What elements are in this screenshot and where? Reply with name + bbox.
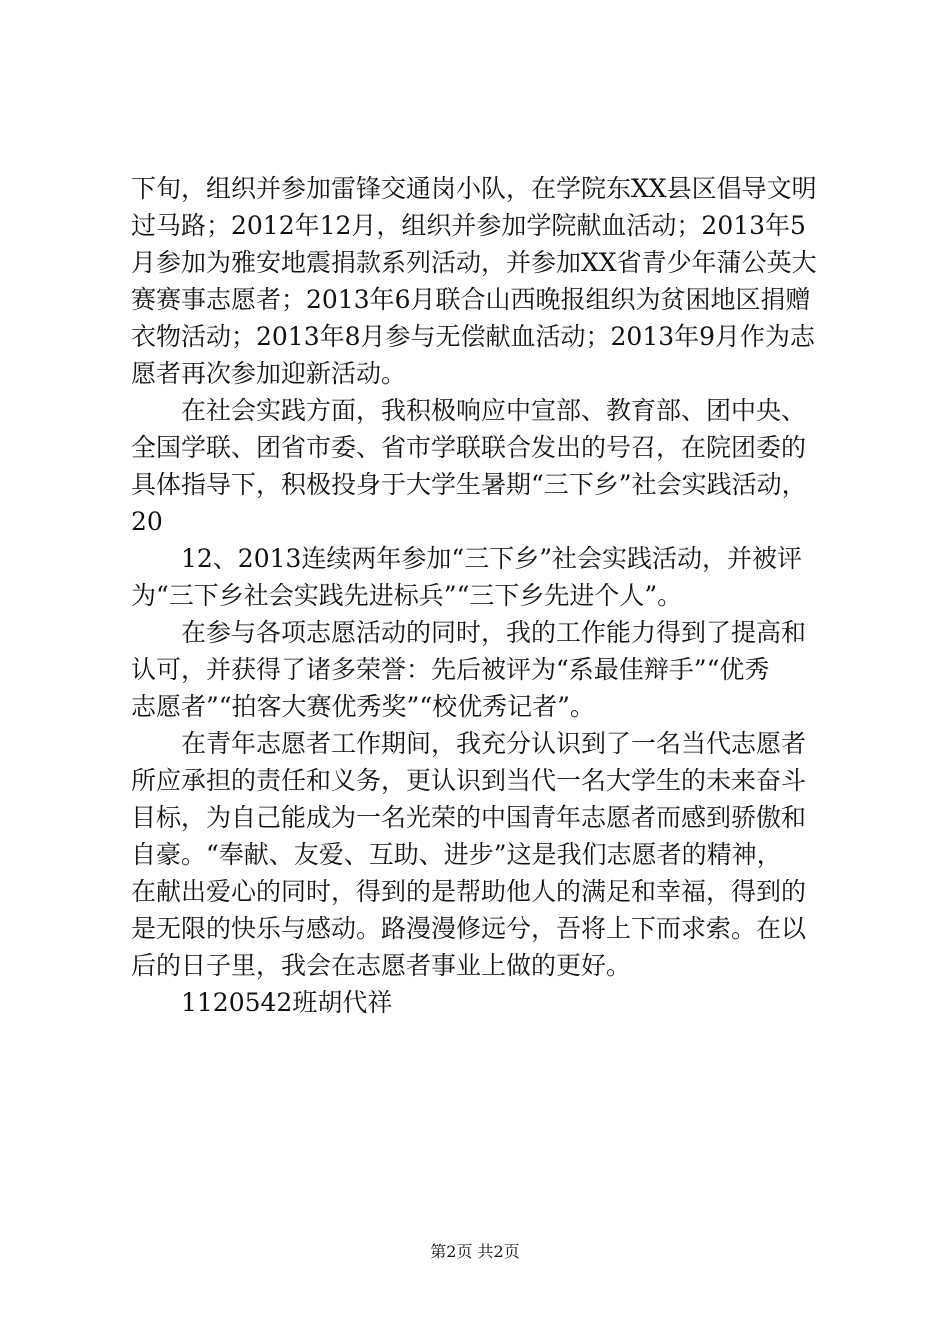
text-line: 20: [131, 507, 163, 536]
text-line: 在献出爱心的同时，得到的是帮助他人的满足和幸福，得到的: [131, 877, 807, 906]
page-number-footer: 第2页 共2页: [430, 1242, 520, 1261]
text-line: 过马路；2012年12月，组织并参加学院献血活动；2013年5: [131, 211, 806, 240]
paragraph-start-line: 12、2013连续两年参加“三下乡”社会实践活动，并被评: [181, 544, 802, 573]
text-line: 自豪。“奉献、友爱、互助、进步”这是我们志愿者的精神，: [131, 840, 782, 869]
text-line: 后的日子里，我会在志愿者事业上做的更好。: [131, 951, 632, 980]
text-line: 为“三下乡社会实践先进标兵”“三下乡先进个人”。: [131, 581, 683, 610]
paragraph-start-line: 在参与各项志愿活动的同时，我的工作能力得到了提高和: [181, 618, 807, 647]
text-line: 是无限的快乐与感动。路漫漫修远兮，吾将上下而求索。在以: [131, 914, 807, 943]
text-line: 所应承担的责任和义务，更认识到当代一名大学生的未来奋斗: [131, 766, 807, 795]
text-line: 愿者再次参加迎新活动。: [131, 359, 407, 388]
paragraph-start-line: 在青年志愿者工作期间，我充分认识到了一名当代志愿者: [181, 729, 807, 758]
text-line: 月参加为雅安地震捐款系列活动，并参加XX省青少年蒲公英大: [131, 248, 817, 277]
text-line: 志愿者”“拍客大赛优秀奖”“校优秀记者”。: [131, 692, 595, 721]
text-line: 具体指导下，积极投身于大学生暑期“三下乡”社会实践活动，: [131, 470, 807, 499]
text-line: 目标，为自己能成为一名光荣的中国青年志愿者而感到骄傲和: [131, 803, 807, 832]
signature-line: 1120542班胡代祥: [181, 988, 393, 1017]
text-line: 认可，并获得了诸多荣誉：先后被评为“系最佳辩手”“优秀: [131, 655, 770, 684]
paragraph-start-line: 在社会实践方面，我积极响应中宣部、教育部、团中央、: [181, 396, 807, 425]
text-line: 下旬，组织并参加雷锋交通岗小队，在学院东XX县区倡导文明: [131, 174, 817, 203]
text-line: 全国学联、团省市委、省市学联联合发出的号召，在院团委的: [131, 433, 807, 462]
document-body: [131, 170, 831, 1021]
text-line: 衣物活动；2013年8月参与无偿献血活动；2013年9月作为志: [131, 322, 816, 351]
text-line: 赛赛事志愿者；2013年6月联合山西晚报组织为贫困地区捐赠: [131, 285, 811, 314]
